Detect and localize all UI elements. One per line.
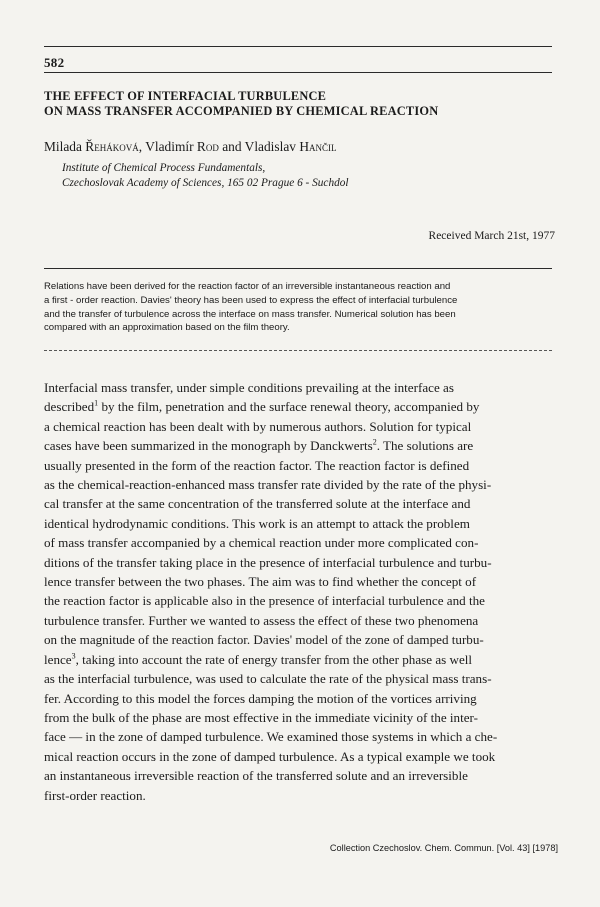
body-line: an instantaneous irreversible reaction of the transferred solute and an irreversible xyxy=(44,768,468,784)
header-rule xyxy=(44,72,552,73)
page-number: 582 xyxy=(44,55,65,70)
abstract-line: a first - order reaction. Davies' theory has been used to express the effect of interfacial turbulence xyxy=(44,294,458,306)
body-line: on the magnitude of the reaction factor. Davies' model of the zone of damped turbu- xyxy=(44,632,484,648)
article-title xyxy=(44,89,554,119)
body-line: lence$^3$, taking into account the rate of energy transfer from the other phase as well xyxy=(44,651,473,667)
author-3-given: Vladislav xyxy=(244,139,296,154)
body-line: fer. According to this model the forces damping the motion of the vortices arriving xyxy=(44,690,477,706)
body-line: turbulence transfer. Further we wanted to assess the effect of these two phenomena xyxy=(44,612,479,628)
body-line: a chemical reaction has been dealt with by numerous authors. Solution for typical xyxy=(44,418,472,434)
citation-2: 2 xyxy=(372,437,377,447)
author-list xyxy=(44,139,337,155)
abstract-bottom-rule xyxy=(44,350,552,351)
author-1-given: Milada xyxy=(44,139,82,154)
body-line: identical hydrodynamic conditions. This work is an attempt to attack the problem xyxy=(44,515,470,531)
body-line: the reaction factor is applicable also in the presence of interfacial turbulence and the xyxy=(44,593,485,609)
affiliation xyxy=(62,161,349,191)
author-separator-1: , xyxy=(138,139,146,154)
body-line: cal transfer at the same concentration of the transferred solute at the interface and xyxy=(44,496,471,512)
body-line: Interfacial mass transfer, under simple conditions prevailing at the interface as xyxy=(44,380,454,395)
author-2-given: Vladimír xyxy=(145,139,194,154)
body-line: face — in the zone of damped turbulence. We examined those systems in which a che- xyxy=(44,729,498,745)
citation-3: 3 xyxy=(71,651,76,661)
body-line: as the chemical-reaction-enhanced mass transfer rate divided by the rate of the physi- xyxy=(44,477,492,493)
abstract xyxy=(44,280,556,335)
body-line: described$^1$ by the film, penetration and the surface renewal theory, accompanied by xyxy=(44,399,480,415)
affiliation-line-1: Institute of Chemical Process Fundamentals, xyxy=(62,162,266,174)
affiliation-line-2: Czechoslovak Academy of Sciences, 165 02 Prague 6 - Suchdol xyxy=(62,177,349,189)
author-3-family: Hančil xyxy=(299,139,337,154)
abstract-line: compared with an approximation based on the film theory. xyxy=(44,322,290,334)
body-line: mical reaction occurs in the zone of damped turbulence. As a typical example we took xyxy=(44,748,496,764)
abstract-line: and the transfer of turbulence across the interface on mass transfer. Numerical solution has been xyxy=(44,308,456,320)
author-1-family: Řeháková xyxy=(85,139,139,154)
author-2-family: Rod xyxy=(196,139,219,154)
body-line: first-order reaction. xyxy=(44,787,146,803)
body-text xyxy=(44,378,558,805)
title-line-1: THE EFFECT OF INTERFACIAL TURBULENCE xyxy=(44,89,327,103)
received-date: Received March 21st, 1977 xyxy=(428,230,555,242)
abstract-line: Relations have been derived for the reaction factor of an irreversible instantaneous reaction and xyxy=(44,281,451,292)
author-separator-2: and xyxy=(218,139,245,154)
top-rule xyxy=(44,46,552,47)
body-line: as the interfacial turbulence, was used to calculate the rate of the physical mass trans- xyxy=(44,671,492,687)
body-line: ditions of the transfer taking place in the presence of interfacial turbulence and turbu- xyxy=(44,554,492,570)
abstract-top-rule xyxy=(44,268,552,269)
body-line: of mass transfer accompanied by a chemical reaction under more complicated con- xyxy=(44,535,479,551)
body-line: lence transfer between the two phases. The aim was to find whether the concept of xyxy=(44,574,477,590)
body-line: usually presented in the form of the reaction factor. The reaction factor is defined xyxy=(44,457,470,473)
journal-footer: Collection Czechoslov. Chem. Commun. [Vol. 43] [1978] xyxy=(329,843,558,853)
citation-1: 1 xyxy=(94,399,99,409)
body-line: cases have been summarized in the monograph by Danckwerts$^2$. The solutions are xyxy=(44,437,474,454)
title-line-2: ON MASS TRANSFER ACCOMPANIED BY CHEMICAL REACTION xyxy=(44,104,439,118)
body-line: from the bulk of the phase are most effective in the immediate vicinity of the inter- xyxy=(44,709,478,725)
